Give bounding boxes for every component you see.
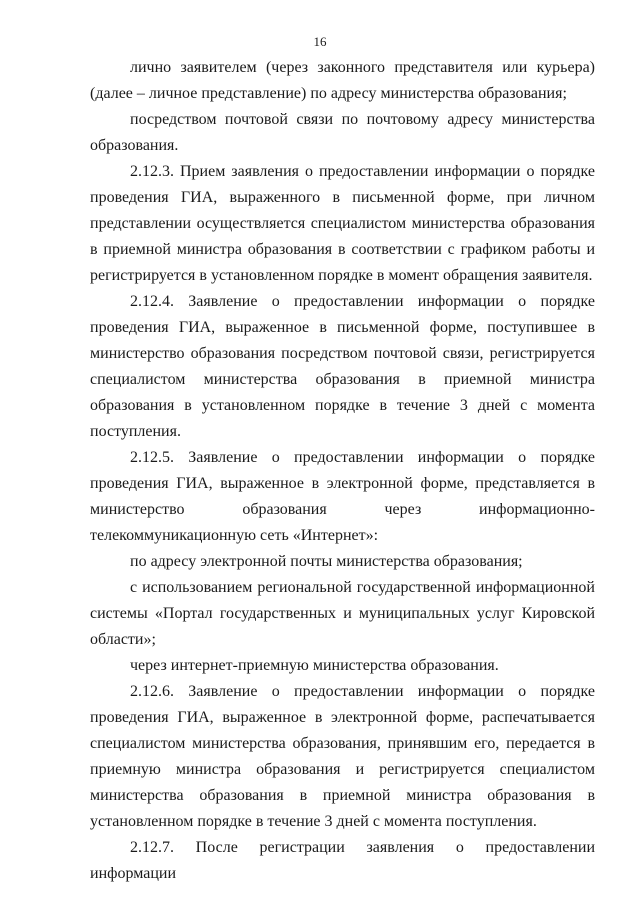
paragraph-regional-portal: с использованием региональной государственной информационной системы «Портал государственных и муниципальных услуг Кировской области»; bbox=[90, 579, 595, 648]
paragraph-2-12-4: 2.12.4. Заявление о предоставлении информации о порядке проведения ГИА, выраженное в письменной форме, поступившее в министерство образования посредством почтовой связи, регистрируется специалистом министерства образования в приемной министра образования в установленном порядке в течение 3 дней с момента поступления. bbox=[90, 293, 595, 440]
document-body bbox=[90, 55, 595, 887]
paragraph-2-12-6: 2.12.6. Заявление о предоставлении информации о порядке проведения ГИА, выраженное в электронной форме, распечатывается специалистом министерства образования, принявшим его, передается в приемную министра образования и регистрируется специалистом министерства образования в приемной министра образования в установленном порядке в течение 3 дней с момента поступления. bbox=[90, 683, 595, 830]
page-number: 16 bbox=[313, 34, 327, 49]
paragraph-personal-submission: лично заявителем (через законного представителя или курьера) (далее – личное представление) по адресу министерства образования; bbox=[90, 59, 595, 102]
paragraph-2-12-5: 2.12.5. Заявление о предоставлении информации о порядке проведения ГИА, выраженное в электронной форме, представляется в министерство образования через информационно-телекоммуникационную сеть «Интернет»: bbox=[90, 449, 595, 544]
paragraph-postal-submission: посредством почтовой связи по почтовому адресу министерства образования. bbox=[90, 111, 595, 154]
paragraph-2-12-3: 2.12.3. Прием заявления о предоставлении информации о порядке проведения ГИА, выраженного в письменной форме, при личном представлении осуществляется специалистом министерства образования в приемной министра образования в соответствии с графиком работы и регистрируется в установленном порядке в момент обращения заявителя. bbox=[90, 163, 595, 284]
paragraph-internet-reception: через интернет-приемную министерства образования. bbox=[130, 657, 499, 674]
paragraph-2-12-7: 2.12.7. После регистрации заявления о предоставлении информации bbox=[90, 839, 595, 882]
paragraph-email: по адресу электронной почты министерства образования; bbox=[130, 553, 523, 570]
